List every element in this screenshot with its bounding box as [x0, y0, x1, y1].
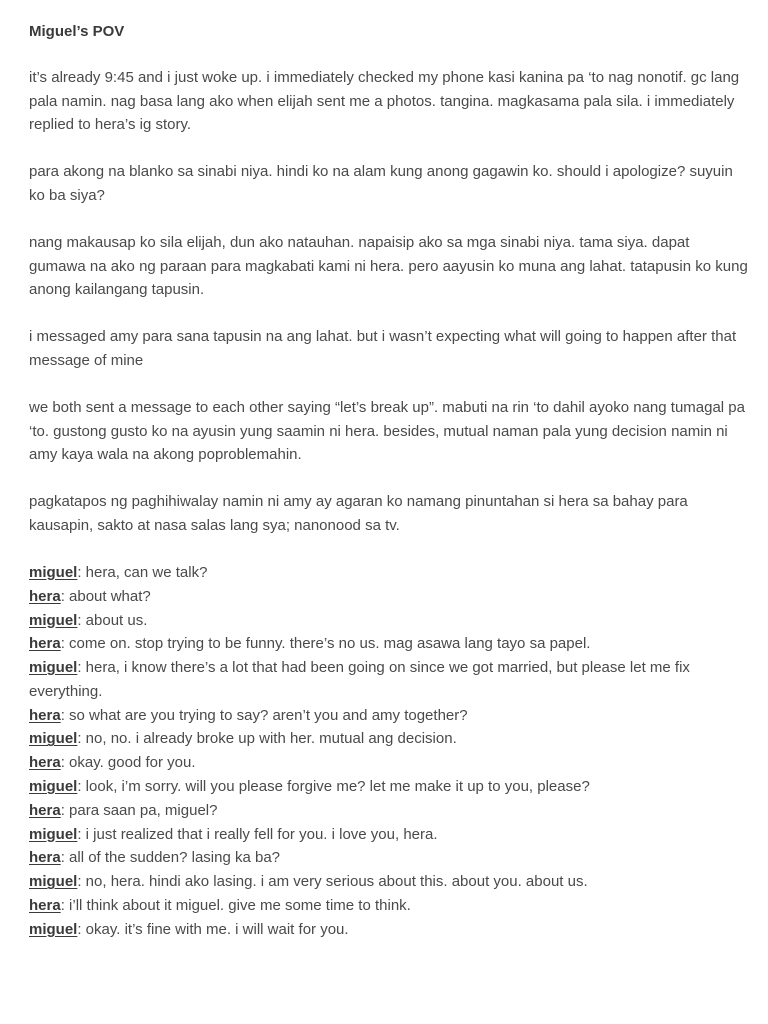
speaker-name: hera — [29, 754, 61, 772]
paragraph-4: i messaged amy para sana tapusin na ang lahat. but i wasn’t expecting what will going to happen after that message of mine — [29, 328, 737, 369]
dialogue-text: : come on. stop trying to be funny. there’s no us. mag asawa lang tayo sa papel. — [60, 635, 591, 653]
dialogue-text: : no, hera. hindi ako lasing. i am very serious about this. about you. about us. — [77, 873, 588, 891]
speaker-name: hera — [29, 801, 61, 819]
dialogue-text: : okay. it’s fine with me. i will wait for you. — [77, 920, 349, 938]
dialogue-text: : i’ll think about it miguel. give me some time to think. — [60, 897, 411, 915]
dialogue-line — [29, 894, 749, 918]
speaker-name: miguel — [29, 778, 78, 796]
dialogue-line — [29, 609, 749, 633]
paragraph-1: it’s already 9:45 and i just woke up. i immediately checked my phone kasi kanina pa ‘to nag nonotif. gc lang pala namin. nag basa lang ako when elijah sent me a photos. tangina. magkasama pala sila. i immediately replied to hera’s ig story. — [29, 69, 740, 134]
dialogue-line — [29, 799, 749, 823]
paragraph-2: para akong na blanko sa sinabi niya. hindi ko na alam kung anong gagawin ko. should i apologize? suyuin ko ba siya? — [29, 163, 733, 204]
paragraph-6: pagkatapos ng paghihiwalay namin ni amy ay agaran ko namang pinuntahan si hera sa bahay para kausapin, sakto at nasa salas lang sya; nanonood sa tv. — [29, 493, 688, 534]
speaker-name: miguel — [29, 730, 78, 748]
dialogue-line — [29, 918, 749, 942]
dialogue-text: : all of the sudden? lasing ka ba? — [60, 849, 281, 867]
dialogue-text: : so what are you trying to say? aren’t you and amy together? — [60, 706, 468, 724]
dialogue-text: : about us. — [77, 611, 148, 629]
dialogue-text: : about what? — [60, 587, 151, 605]
speaker-name: miguel — [29, 825, 78, 843]
dialogue-line — [29, 727, 749, 751]
dialogue-line — [29, 704, 749, 728]
speaker-name: hera — [29, 706, 61, 724]
speaker-name: hera — [29, 897, 61, 915]
dialogue-text: : hera, can we talk? — [77, 563, 208, 581]
speaker-name: miguel — [29, 611, 78, 629]
dialogue-line — [29, 823, 749, 847]
dialogue-text: : para saan pa, miguel? — [60, 801, 218, 819]
paragraph-5: we both sent a message to each other saying “let’s break up”. mabuti na rin ‘to dahil ayoko nang tumagal pa ‘to. gustong gusto ko na ayusin yung saamin ni hera. besides, mutual naman pala yung decision namin ni amy kaya wala na akong poproblemahin. — [29, 398, 745, 464]
document-page — [29, 20, 749, 942]
dialogue-text: : okay. good for you. — [60, 754, 196, 772]
speaker-name: miguel — [29, 873, 78, 891]
dialogue-line — [29, 585, 749, 609]
speaker-name: miguel — [29, 659, 78, 677]
speaker-name: miguel — [29, 920, 78, 938]
dialogue-line — [29, 775, 749, 799]
dialogue-section — [29, 561, 749, 942]
dialogue-line — [29, 632, 749, 656]
dialogue-line — [29, 561, 749, 585]
dialogue-line — [29, 846, 749, 870]
paragraph-3: nang makausap ko sila elijah, dun ako natauhan. napaisip ako sa mga sinabi niya. tama siya. dapat gumawa na ako ng paraan para magkabati kami ni hera. pero aayusin ko muna ang lahat. tatapusin ko kung anong kailangang tapusin. — [29, 233, 748, 299]
dialogue-line — [29, 656, 749, 704]
page-title: Miguel’s POV — [29, 23, 125, 40]
speaker-name: hera — [29, 587, 61, 605]
speaker-name: miguel — [29, 563, 78, 581]
speaker-name: hera — [29, 849, 61, 867]
dialogue-text: : no, no. i already broke up with her. mutual ang decision. — [77, 730, 457, 748]
speaker-name: hera — [29, 635, 61, 653]
dialogue-line — [29, 751, 749, 775]
dialogue-line — [29, 870, 749, 894]
dialogue-text: : i just realized that i really fell for you. i love you, hera. — [77, 825, 438, 843]
dialogue-text: : look, i’m sorry. will you please forgive me? let me make it up to you, please? — [77, 778, 590, 796]
dialogue-text: : hera, i know there’s a lot that had been going on since we got married, but please let me fix everything. — [29, 659, 690, 700]
